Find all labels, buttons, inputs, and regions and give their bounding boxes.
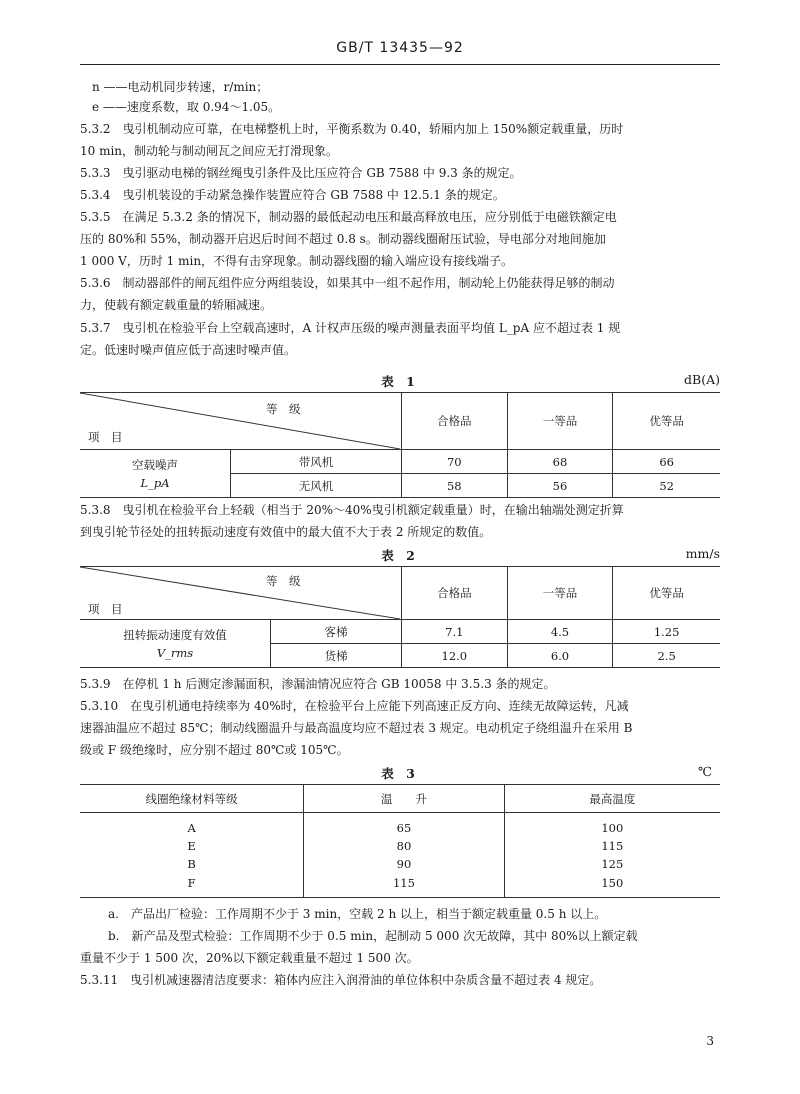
paragraph-line: 级或 F 级绝缘时，应分别不超过 80℃或 105℃。 bbox=[80, 743, 349, 757]
table2-item-header: 项 目 bbox=[88, 602, 123, 616]
diagonal-line bbox=[80, 567, 400, 619]
standard-header: GB/T 13435—92 bbox=[336, 40, 464, 56]
table3-cell: 125 bbox=[601, 857, 624, 871]
paragraph-line: 速器油温应不超过 85℃；制动线圈温升与最高温度均应不超过表 3 规定。电动机定子绕组温升在采用 B bbox=[80, 721, 633, 735]
table2-diagonal-header bbox=[80, 567, 401, 620]
table2-cell: 1.25 bbox=[613, 620, 720, 644]
table1-row-name: 空载噪声 bbox=[131, 457, 178, 472]
table2-cell: 7.1 bbox=[401, 620, 507, 644]
table2-row-label bbox=[80, 620, 270, 668]
table2-row-type: 货梯 bbox=[270, 644, 401, 668]
paragraph-line: 5.3.11 曳引机减速器清洁度要求：箱体内应注入润滑油的单位体积中杂质含量不超过表 4 规定。 bbox=[80, 973, 602, 987]
table2-grade: 合格品 bbox=[401, 567, 507, 620]
paragraph-line: 重量不少于 1 500 次，20%以下额定载重量不超过 1 500 次。 bbox=[80, 951, 419, 965]
paragraph-line: 5.3.8 曳引机在检验平台上轻载（相当于 20%～40%曳引机额定载重量）时，在输出轴端处测定折算 bbox=[80, 503, 624, 517]
table1-caption: 表 1 bbox=[381, 374, 419, 389]
paragraph-line: 5.3.4 曳引机装设的手动紧急操作装置应符合 GB 7588 中 12.5.1 条的规定。 bbox=[80, 188, 505, 202]
paragraph-line: 10 min，制动轮与制动闸瓦之间应无打滑现象。 bbox=[80, 144, 339, 158]
table2-cell: 6.0 bbox=[507, 644, 613, 668]
header-rule bbox=[80, 64, 720, 65]
paragraph-line: 5.3.6 制动器部件的闸瓦组件应分两组装设，如果其中一组不起作用，制动轮上仍能获得足够的制动 bbox=[80, 276, 615, 290]
table2-cell: 12.0 bbox=[401, 644, 507, 668]
paragraph-line: 力，使载有额定载重量的轿厢减速。 bbox=[80, 298, 273, 312]
paragraph-line: 到曳引轮节径处的扭转振动速度有效值中的最大值不大于表 2 所规定的数值。 bbox=[80, 525, 492, 539]
table1-grade: 合格品 bbox=[401, 393, 507, 450]
table3-cell: 150 bbox=[504, 873, 720, 897]
table3-cell: B bbox=[187, 857, 196, 871]
table2-caption: 表 2 bbox=[381, 548, 419, 563]
paragraph-line: b. 新产品及型式检验：工作周期不少于 0.5 min，起制动 5 000 次无故障，其中 80%以上额定载 bbox=[108, 929, 638, 943]
table3-cell: 100 bbox=[601, 821, 624, 835]
table3-cell: 115 bbox=[304, 873, 504, 897]
paragraph-line: e ——速度系数，取 0.94～1.05。 bbox=[92, 100, 281, 114]
table2-row-symbol: V_rms bbox=[156, 645, 194, 660]
table2-cell: 2.5 bbox=[613, 644, 720, 668]
table2-grade-header: 等 级 bbox=[266, 574, 301, 588]
table3-caption: 表 3 bbox=[381, 766, 419, 781]
table1-grade: 优等品 bbox=[613, 393, 720, 450]
table3-cell: F bbox=[80, 873, 304, 897]
paragraph-line: 定。低速时噪声值应低于高速时噪声值。 bbox=[80, 343, 297, 357]
table1-cell: 58 bbox=[401, 474, 507, 498]
table3-cell: A bbox=[187, 821, 196, 835]
paragraph-line: 压的 80%和 55%，制动器开启迟后时间不超过 0.8 s。制动器线圈耐压试验，导电部分对地间施加 bbox=[80, 232, 606, 246]
table2-grade: 一等品 bbox=[507, 567, 613, 620]
table3-cell: 90 bbox=[304, 855, 504, 873]
paragraph-line: 5.3.3 曳引驱动电梯的钢丝绳曳引条件及比压应符合 GB 7588 中 9.3 条的规定。 bbox=[80, 166, 522, 180]
paragraph-line: 5.3.9 在停机 1 h 后测定渗漏面积，渗漏油情况应符合 GB 10058 中 3.5.3 条的规定。 bbox=[80, 677, 556, 691]
paragraph-line: 5.3.7 曳引机在检验平台上空载高速时，A 计权声压级的噪声测量表面平均值 L_pA 应不超过表 1 规 bbox=[80, 321, 621, 335]
paragraph-line: 5.3.2 曳引机制动应可靠，在电梯整机上时，平衡系数为 0.40，轿厢内加上 150%额定载重量，历时 bbox=[80, 122, 624, 136]
table2-row-type: 客梯 bbox=[270, 620, 401, 644]
table2-unit: mm/s bbox=[685, 546, 720, 561]
table2-grade: 优等品 bbox=[613, 567, 720, 620]
table1-row-symbol: L_pA bbox=[140, 475, 170, 490]
table1-row-label bbox=[80, 450, 230, 498]
table3-header: 线圈绝缘材料等级 bbox=[80, 785, 304, 813]
table-2 bbox=[80, 566, 720, 668]
table1-row-type: 无风机 bbox=[230, 474, 401, 498]
table1-unit: dB(A) bbox=[684, 372, 720, 387]
table2-row-name: 扭转振动速度有效值 bbox=[123, 627, 227, 642]
table3-cell: E bbox=[187, 839, 196, 853]
paragraph-line: a. 产品出厂检验：工作周期不少于 3 min，空载 2 h 以上，相当于额定载重量 0.5 h 以上。 bbox=[108, 907, 607, 921]
table1-cell: 52 bbox=[613, 474, 720, 498]
table1-grade-header: 等 级 bbox=[266, 402, 301, 416]
table3-cell: 115 bbox=[601, 839, 624, 853]
table1-grade: 一等品 bbox=[507, 393, 613, 450]
table1-diagonal-header bbox=[80, 393, 401, 450]
table1-cell: 56 bbox=[507, 474, 613, 498]
table3-cell: 80 bbox=[304, 837, 504, 855]
table1-item-header: 项 目 bbox=[88, 430, 123, 444]
table-1 bbox=[80, 392, 720, 498]
table3-header: 温 升 bbox=[304, 785, 504, 813]
table1-cell: 70 bbox=[401, 450, 507, 474]
table2-cell: 4.5 bbox=[507, 620, 613, 644]
table1-cell: 66 bbox=[613, 450, 720, 474]
table3-unit: ℃ bbox=[698, 764, 712, 779]
paragraph-line: 1 000 V，历时 1 min，不得有击穿现象。制动器线圈的输入端应设有接线端子。 bbox=[80, 254, 514, 268]
diagonal-line bbox=[80, 393, 400, 449]
paragraph-line: 5.3.5 在满足 5.3.2 条的情况下，制动器的最低起动电压和最高释放电压，应分别低于电磁铁额定电 bbox=[80, 210, 617, 224]
table1-cell: 68 bbox=[507, 450, 613, 474]
table3-header: 最高温度 bbox=[504, 785, 720, 813]
paragraph-line: 5.3.10 在曳引机通电持续率为 40%时，在检验平台上应能下列高速正反方向、连续无故障运转，凡减 bbox=[80, 699, 629, 713]
table3-cell: 65 bbox=[304, 813, 504, 838]
table-3 bbox=[80, 784, 720, 898]
paragraph-line: n ——电动机同步转速，r/min； bbox=[92, 80, 269, 94]
page-number: 3 bbox=[706, 1034, 714, 1048]
table1-row-type: 带风机 bbox=[230, 450, 401, 474]
